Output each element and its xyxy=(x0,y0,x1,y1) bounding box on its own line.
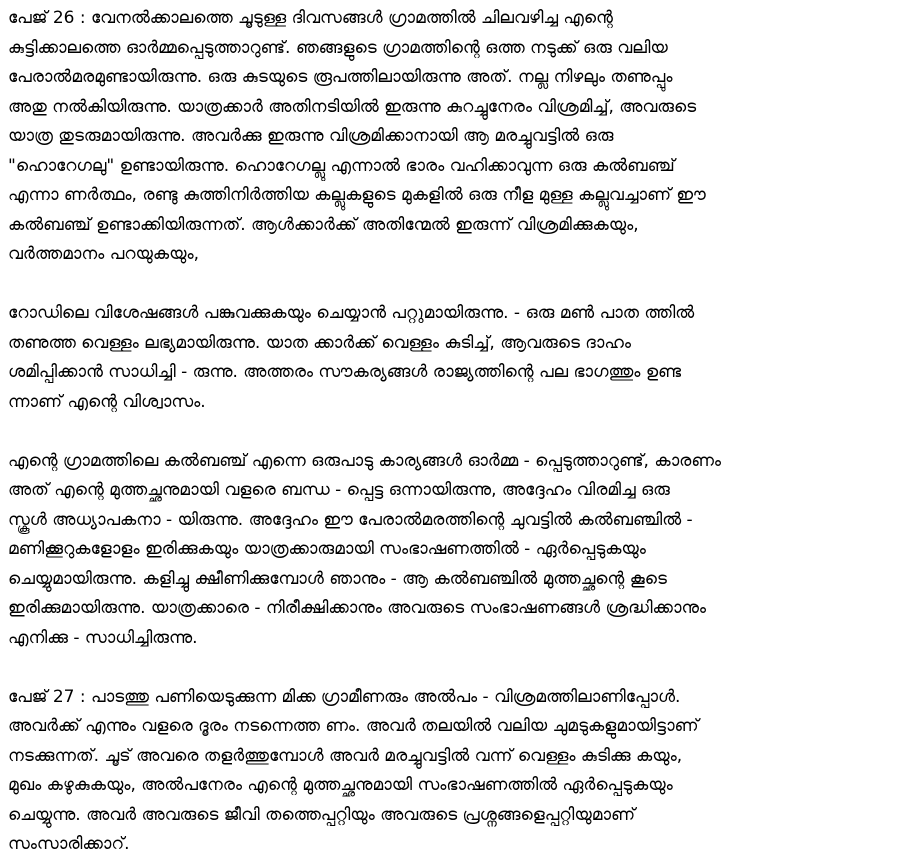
text-line: പേരാൽമരമുണ്ടായിരുന്നു. ഒരു കുടയുടെ രൂപത്തിലായിരുന്നു അത്. നല്ല നിഴലും തണുപ്പും xyxy=(8,67,673,87)
text-line: മുഖം കഴുകുകയും, അൽപനേരം എന്റെ മുത്തച്ഛനുമായി സംഭാഷണത്തിൽ ഏർപ്പെടുകയും xyxy=(8,775,673,795)
text-line: ഇരിക്കുമായിരുന്നു. യാത്രക്കാരെ - നിരീക്ഷിക്കാനും അവരുടെ സംഭാഷണങ്ങൾ ശ്രദ്ധിക്കാനും xyxy=(8,598,707,618)
text-line: അതു നൽകിയിരുന്നു. യാത്രക്കാർ അതിനടിയിൽ ഇരുന്നു കുറച്ചുനേരം വിശ്രമിച്ച്, അവരുടെ xyxy=(8,96,697,117)
text-line: മണിക്കൂറുകളോളം ഇരിക്കുകയും യാത്രക്കാരുമായി സംഭാഷണത്തിൽ - ഏർപ്പെടുകയും xyxy=(8,539,646,559)
text-line: അത് എന്റെ മുത്തച്ഛനുമായി വളരെ ബന്ധ - പ്പെട്ട ഒന്നായിരുന്നു, അദ്ദേഹം വിരമിച്ച ഒരു xyxy=(8,480,670,500)
text-line: സംസാരിക്കാറ്. xyxy=(8,834,130,854)
text-line: നടക്കുന്നത്. ചൂട് അവരെ തളർത്തുമ്പോൾ അവർ മരച്ചുവട്ടിൽ വന്ന് വെള്ളം കുടിക്കു കയും, xyxy=(8,745,683,766)
text-line: എന്റെ ഗ്രാമത്തിലെ കൽബഞ്ച് എന്നെ ഒരുപാടു കാര്യങ്ങൾ ഓർമ്മ - പ്പെടുത്താറുണ്ട്, കാരണം xyxy=(8,450,722,471)
paragraph-4 xyxy=(8,683,889,860)
text-line: അവർക്ക് എന്നും വളരെ ദൂരം നടന്നെത്ത ണം. അവർ തലയിൽ വലിയ ചുമടുകളുമായിട്ടാണ് xyxy=(8,716,699,736)
text-line: ശമിപ്പിക്കാൻ സാധിച്ചി - രുന്നു. അത്തരം സൗകര്യങ്ങൾ രാജ്യത്തിന്റെ പല ഭാഗത്തും ഉണ്ട xyxy=(8,362,682,382)
text-line: ചെയ്യുമായിരുന്നു. കളിച്ചു ക്ഷീണിക്കുമ്പോൾ ഞാനും - ആ കൽബഞ്ചിൽ മുത്തച്ഛന്റെ കൂടെ xyxy=(8,568,667,589)
text-line: എനിക്കു - സാധിച്ചിരുന്നു. xyxy=(8,627,198,648)
text-line: സ്കൂൾ അധ്യാപകനാ - യിരുന്നു. അദ്ദേഹം ഈ പേരാൽമരത്തിന്റെ ചുവട്ടിൽ കൽബഞ്ചിൽ - xyxy=(8,509,693,530)
text-line: പേജ് 27 : പാടത്തു പണിയെടുക്കുന്ന മിക്ക ഗ്രാമീണരും അൽപം - വിശ്രമത്തിലാണിപ്പോൾ. xyxy=(8,686,681,707)
text-line: ചെയ്യുന്നു. അവർ അവരുടെ ജീവി തത്തെപ്പറ്റിയും അവരുടെ പ്രശ്നങ്ങളെപ്പറ്റിയുമാണ് xyxy=(8,804,636,825)
text-line: വർത്തമാനം പറയുകയും, xyxy=(8,244,199,264)
text-line: പേജ് 26 : വേനൽക്കാലത്തെ ചൂടുള്ള ദിവസങ്ങൾ ഗ്രാമത്തിൽ ചിലവഴിച്ച എന്റെ xyxy=(8,8,613,28)
text-line: ന്നാണ് എന്റെ വിശ്വാസം. xyxy=(8,391,206,412)
paragraph-3 xyxy=(8,447,889,654)
text-line: റോഡിലെ വിശേഷങ്ങൾ പങ്കുവക്കുകയും ചെയ്യാൻ പറ്റുമായിരുന്നു. - ഒരു മൺ പാത ത്തിൽ xyxy=(8,303,695,323)
text-line: കൽബഞ്ച് ഉണ്ടാക്കിയിരുന്നത്. ആൾക്കാർക്ക് അതിന്മേൽ ഇരുന്ന് വിശ്രമിക്കുകയും, xyxy=(8,214,639,235)
text-line: കുട്ടിക്കാലത്തെ ഓർമ്മപ്പെടുത്താറുണ്ട്. ഞങ്ങളുടെ ഗ്രാമത്തിന്റെ ഒത്ത നടുക്ക് ഒരു വലിയ xyxy=(8,37,668,58)
text-line: യാത്ര തുടരുമായിരുന്നു. അവർക്കു ഇരുന്നു വിശ്രമിക്കാനായി ആ മരച്ചുവട്ടിൽ ഒരു xyxy=(8,126,614,146)
paragraph-1 xyxy=(8,4,889,270)
text-line: തണുത്ത വെള്ളം ലഭ്യമായിരുന്നു. യാത ക്കാർക്ക് വെള്ളം കുടിച്ച്, ആവരുടെ ദാഹം xyxy=(8,332,632,353)
text-line: എന്നാ ണർത്ഥം, രണ്ടു കുത്തിനിർത്തിയ കല്ലുകളുടെ മുകളിൽ ഒരു നീള മുള്ള കല്ലുവച്ചാണ് ഈ xyxy=(8,185,706,205)
paragraph-2 xyxy=(8,299,889,417)
text-line: "ഹൊറേഗലു" ഉണ്ടായിരുന്നു. ഹൊറേഗല്ലു എന്നാൽ ഭാരം വഹിക്കാവുന്ന ഒരു കൽബഞ്ച് xyxy=(8,155,675,176)
